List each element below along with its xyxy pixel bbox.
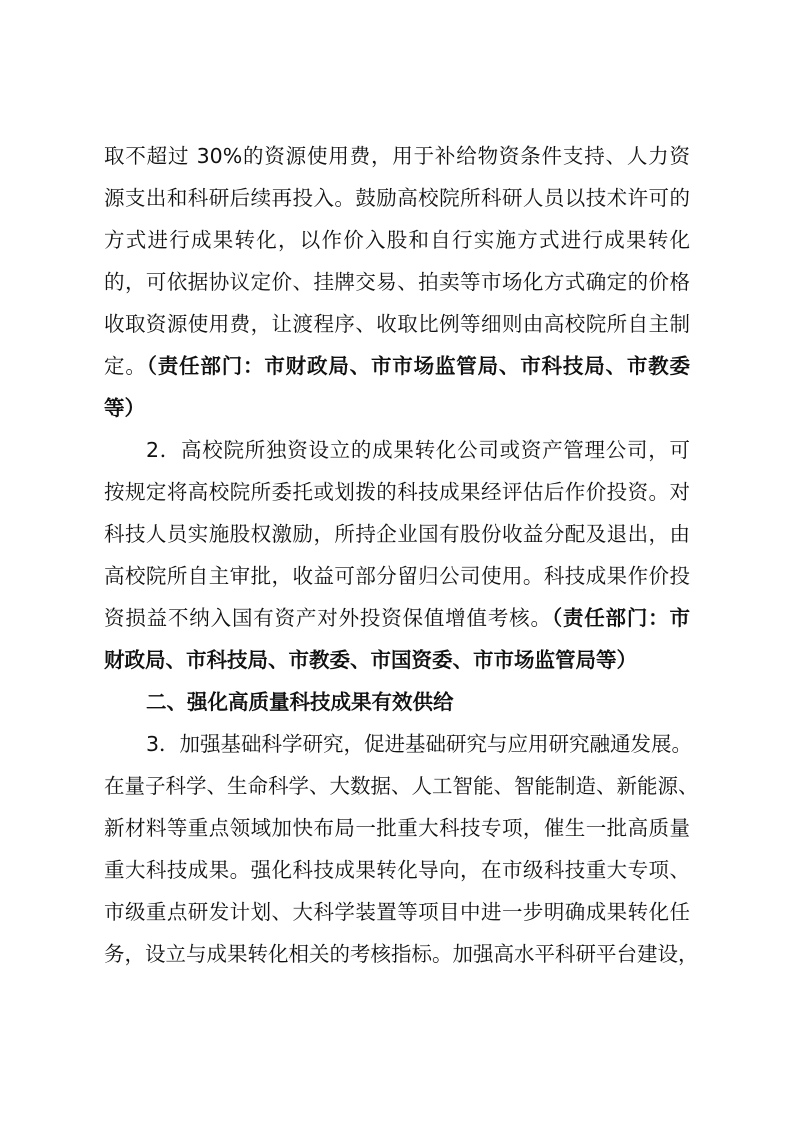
text-line xyxy=(104,639,690,681)
text-line xyxy=(104,219,690,261)
text-line xyxy=(104,765,699,807)
text-line xyxy=(104,807,690,849)
text-line xyxy=(104,429,690,471)
line-text: 方式进行成果转化，以作价入股和自行实施方式进行成果转化 xyxy=(104,228,690,252)
line-text: 在量子科学、生命科学、大数据、人工智能、智能制造、新能源、 xyxy=(104,774,699,798)
text-line xyxy=(104,891,690,933)
line-text: 科技人员实施股权激励，所持企业国有股份收益分配及退出，由 xyxy=(104,522,690,546)
line-text: 取不超过 30%的资源使用费，用于补给物资条件支持、人力资 xyxy=(104,144,690,168)
line-text: 财政局、市科技局、市教委、市国资委、市市场监管局等） xyxy=(104,648,637,672)
line-text: 高校院所自主审批，收益可部分留归公司使用。科技成果作价投 xyxy=(104,564,690,588)
text-line xyxy=(104,513,690,555)
text-line xyxy=(104,933,699,975)
line-text: 务，设立与成果转化相关的考核指标。加强高水平科研平台建设， xyxy=(104,942,699,966)
line-text xyxy=(104,354,690,378)
line-text: 新材料等重点领域加快布局一批重大科技专项，催生一批高质量 xyxy=(104,816,690,840)
line-text: 市级重点研发计划、大科学装置等项目中进一步明确成果转化任 xyxy=(104,900,690,924)
line-text: 2．高校院所独资设立的成果转化公司或资产管理公司，可 xyxy=(146,438,690,462)
line-text xyxy=(104,606,690,630)
text-line xyxy=(104,471,690,513)
line-text: 重大科技成果。强化科技成果转化导向，在市级科技重大专项、 xyxy=(104,858,690,882)
text-line xyxy=(104,555,690,597)
line-text: 的，可依据协议定价、挂牌交易、拍卖等市场化方式确定的价格 xyxy=(104,270,690,294)
text-line xyxy=(104,597,690,639)
line-text-bold: （责任部门：市 xyxy=(551,606,691,630)
text-line xyxy=(104,261,690,303)
document-body xyxy=(104,135,699,975)
line-text-regular: 资损益不纳入国有资产对外投资保值增值考核。 xyxy=(104,606,552,630)
line-text-regular: 定。 xyxy=(104,354,147,378)
line-text: 源支出和科研后续再投入。鼓励高校院所科研人员以技术许可的 xyxy=(104,186,690,210)
line-text: 3．加强基础科学研究，促进基础研究与应用研究融通发展。 xyxy=(146,732,693,756)
section-heading xyxy=(104,681,690,723)
line-text-bold: （责任部门：市财政局、市市场监管局、市科技局、市教委 xyxy=(146,354,691,378)
text-line xyxy=(104,849,690,891)
line-text: 按规定将高校院所委托或划拨的科技成果经评估后作价投资。对 xyxy=(104,480,690,504)
heading-text: 二、强化高质量科技成果有效供给 xyxy=(146,690,454,714)
text-line xyxy=(104,387,690,429)
text-line xyxy=(104,723,693,765)
text-line xyxy=(104,177,690,219)
text-line xyxy=(104,345,690,387)
text-line xyxy=(104,135,690,177)
text-line xyxy=(104,303,690,345)
line-text: 收取资源使用费，让渡程序、收取比例等细则由高校院所自主制 xyxy=(104,312,690,336)
line-text: 等） xyxy=(104,396,145,420)
